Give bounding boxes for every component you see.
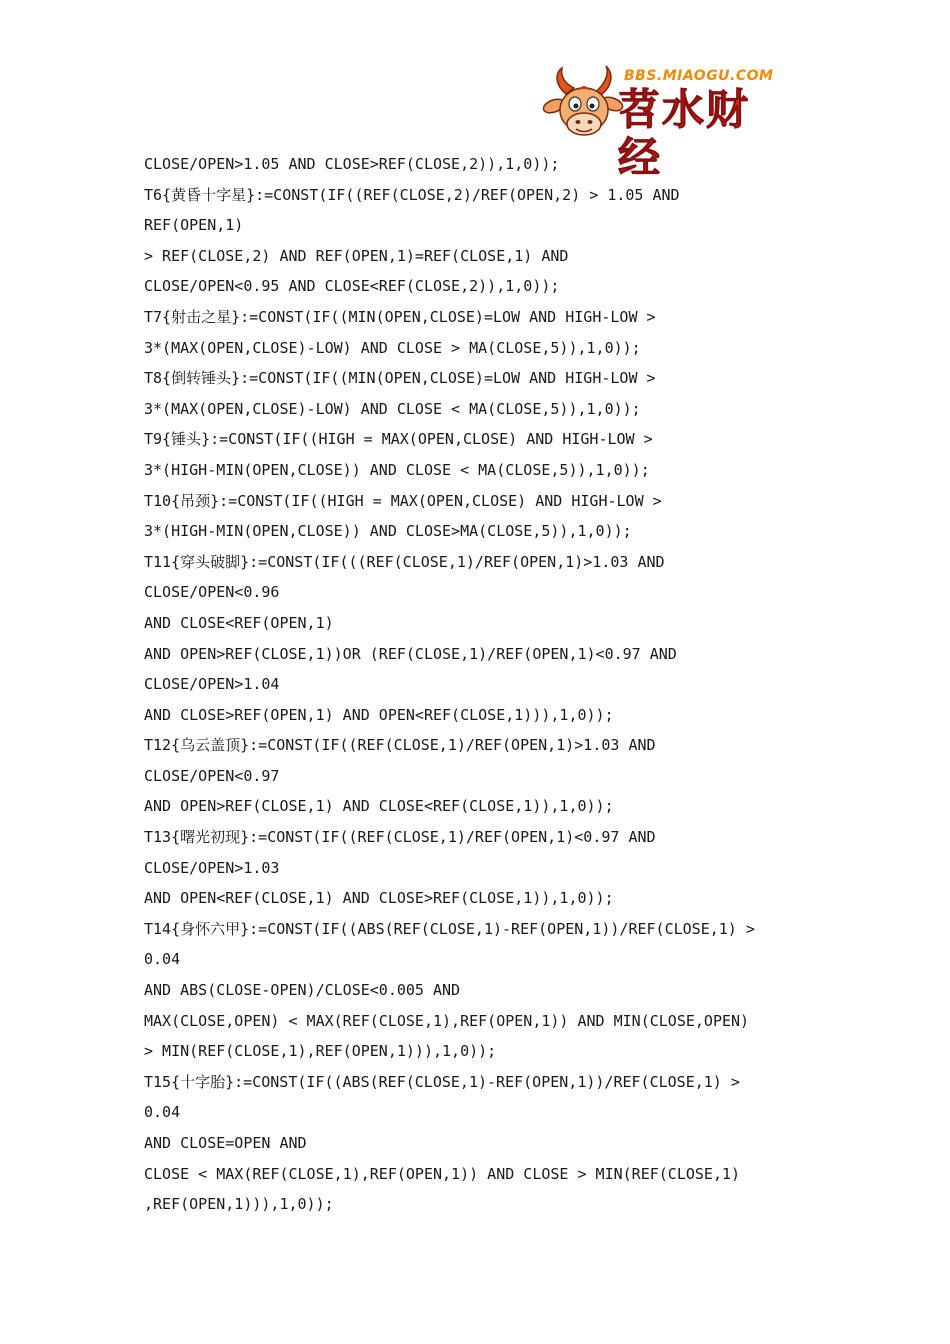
formula-line: T7{射击之星}:=CONST(IF((MIN(OPEN,CLOSE)=LOW AND HIGH-LOW > <box>144 307 656 326</box>
formula-line: T8{倒转锤头}:=CONST(IF((MIN(OPEN,CLOSE)=LOW AND HIGH-LOW > <box>144 369 656 388</box>
formula-line: T15{十字胎}:=CONST(IF((ABS(REF(CLOSE,1)-REF(OPEN,1))/REF(CLOSE,1) > <box>144 1072 740 1091</box>
formula-line: > MIN(REF(CLOSE,1),REF(OPEN,1))),1,0)); <box>144 1042 497 1061</box>
formula-line: CLOSE/OPEN<0.97 <box>144 766 280 785</box>
formula-line: CLOSE/OPEN>1.05 AND CLOSE>REF(CLOSE,2)),1,0)); <box>144 155 560 173</box>
formula-line: CLOSE/OPEN<0.96 <box>144 583 280 602</box>
formula-line: 3*(HIGH-MIN(OPEN,CLOSE)) AND CLOSE>MA(CLOSE,5)),1,0)); <box>144 522 632 541</box>
formula-line: T11{穿头破脚}:=CONST(IF(((REF(CLOSE,1)/REF(OPEN,1)>1.03 AND <box>144 552 665 571</box>
formula-line: CLOSE/OPEN>1.04 <box>144 675 280 694</box>
formula-line: T13{曙光初现}:=CONST(IF((REF(CLOSE,1)/REF(OPEN,1)<0.97 AND <box>144 828 656 847</box>
logo-url-text: BBS.MIAOGU.COM <box>624 68 774 84</box>
formula-line: AND ABS(CLOSE-OPEN)/CLOSE<0.005 AND <box>144 981 461 1000</box>
formula-line: 0.04 <box>144 1103 181 1122</box>
formula-line: 0.04 <box>144 950 181 969</box>
formula-line: T10{吊颈}:=CONST(IF((HIGH = MAX(OPEN,CLOSE) AND HIGH-LOW > <box>144 491 662 510</box>
formula-line: T12{乌云盖顶}:=CONST(IF((REF(CLOSE,1)/REF(OPEN,1)>1.03 AND <box>144 736 656 755</box>
formula-line: AND OPEN>REF(CLOSE,1))OR (REF(CLOSE,1)/REF(OPEN,1)<0.97 AND <box>144 644 677 663</box>
formula-line: CLOSE/OPEN>1.03 <box>144 858 280 877</box>
formula-line: AND OPEN<REF(CLOSE,1) AND CLOSE>REF(CLOSE,1)),1,0)); <box>144 889 614 908</box>
formula-line: AND CLOSE>REF(OPEN,1) AND OPEN<REF(CLOSE,1))),1,0)); <box>144 705 614 724</box>
formula-line: CLOSE/OPEN<0.95 AND CLOSE<REF(CLOSE,2)),1,0)); <box>144 277 560 296</box>
formula-line: AND CLOSE<REF(OPEN,1) <box>144 613 334 632</box>
site-logo <box>540 64 790 182</box>
formula-line: AND CLOSE=OPEN AND <box>144 1134 307 1152</box>
formula-line: REF(OPEN,1) <box>144 216 244 235</box>
formula-line: T6{黄昏十字星}:=CONST(IF((REF(CLOSE,2)/REF(OPEN,2) > 1.05 AND <box>144 185 680 204</box>
formula-line: MAX(CLOSE,OPEN) < MAX(REF(CLOSE,1),REF(OPEN,1)) AND MIN(CLOSE,OPEN) <box>144 1011 750 1030</box>
formula-line: 3*(MAX(OPEN,CLOSE)-LOW) AND CLOSE < MA(CLOSE,5)),1,0)); <box>144 399 641 418</box>
formula-line: CLOSE < MAX(REF(CLOSE,1),REF(OPEN,1)) AND CLOSE > MIN(REF(CLOSE,1) <box>144 1164 741 1183</box>
formula-line: ,REF(OPEN,1))),1,0)); <box>144 1195 334 1214</box>
formula-document <box>144 149 834 1220</box>
formula-line: AND OPEN>REF(CLOSE,1) AND CLOSE<REF(CLOSE,1)),1,0)); <box>144 797 614 816</box>
formula-line: 3*(HIGH-MIN(OPEN,CLOSE)) AND CLOSE < MA(CLOSE,5)),1,0)); <box>144 460 650 479</box>
formula-line: T9{锤头}:=CONST(IF((HIGH = MAX(OPEN,CLOSE) AND HIGH-LOW > <box>144 430 653 449</box>
formula-line: 3*(MAX(OPEN,CLOSE)-LOW) AND CLOSE > MA(CLOSE,5)),1,0)); <box>144 338 641 357</box>
formula-line: T14{身怀六甲}:=CONST(IF((ABS(REF(CLOSE,1)-REF(OPEN,1))/REF(CLOSE,1) > <box>144 919 755 938</box>
formula-line: > REF(CLOSE,2) AND REF(OPEN,1)=REF(CLOSE,1) AND <box>144 246 569 265</box>
logo-brand-name: 苕水财经 <box>618 85 751 182</box>
bull-mascot-icon <box>540 64 626 148</box>
